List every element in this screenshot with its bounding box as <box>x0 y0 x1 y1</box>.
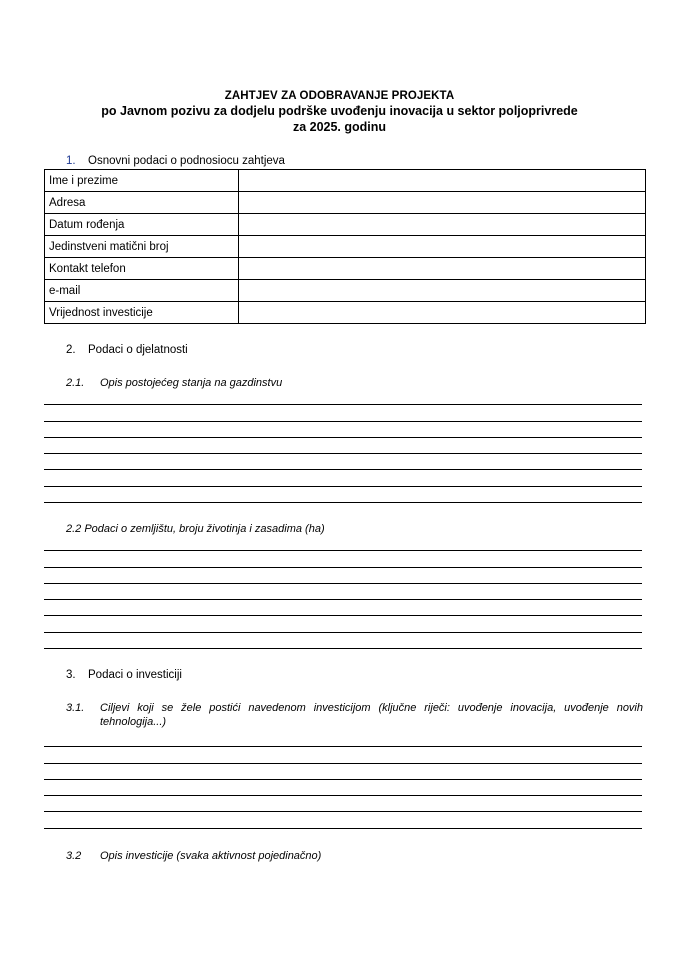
document-year: za 2025. godinu <box>292 120 387 134</box>
document-title: ZAHTJEV ZA ODOBRAVANJE PROJEKTA <box>224 90 455 102</box>
row-label: e-mail <box>45 280 239 302</box>
writing-line[interactable] <box>44 616 642 632</box>
table-row <box>45 302 646 324</box>
row-value-field[interactable] <box>239 236 646 258</box>
row-label: Datum rođenja <box>45 214 239 236</box>
row-label: Ime i prezime <box>45 170 239 192</box>
row-value-field[interactable] <box>239 214 646 236</box>
section-1-heading <box>66 154 285 168</box>
writing-line[interactable] <box>44 454 642 470</box>
section-3-title: Podaci o investiciji <box>88 669 182 681</box>
writing-line[interactable] <box>44 600 642 616</box>
table-row <box>45 192 646 214</box>
row-value-field[interactable] <box>239 170 646 192</box>
row-value-field[interactable] <box>239 192 646 214</box>
subsection-3-2-number: 3.2 <box>66 850 82 862</box>
writing-line[interactable] <box>44 568 642 584</box>
section-2-heading <box>66 343 188 357</box>
row-label: Adresa <box>45 192 239 214</box>
writing-line[interactable] <box>44 584 642 600</box>
writing-line[interactable] <box>44 747 642 763</box>
subsection-3-1-heading <box>66 701 643 729</box>
writing-line[interactable] <box>44 812 642 828</box>
applicant-info-table <box>44 169 646 324</box>
subsection-2-2-title: 2.2 Podaci o zemljištu, broju životinja i zasadima (ha) <box>66 523 325 535</box>
table-row <box>45 258 646 280</box>
row-value-field[interactable] <box>239 258 646 280</box>
writing-line[interactable] <box>44 780 642 796</box>
section-1-number: 1. <box>66 155 76 167</box>
subsection-3-1-title: Ciljevi koji se žele postići navedenom investicijom (ključne riječi: uvođenje inovacija, uvođenje novih tehnologija...) <box>100 702 643 728</box>
table-row <box>45 236 646 258</box>
section-3-number: 3. <box>66 669 76 681</box>
subsection-2-2-heading <box>66 522 325 536</box>
writing-line[interactable] <box>44 470 642 486</box>
subsection-3-1-number: 3.1. <box>66 702 85 714</box>
row-value-field[interactable] <box>239 302 646 324</box>
table-row <box>45 214 646 236</box>
writing-line[interactable] <box>44 764 642 780</box>
writing-line[interactable] <box>44 487 642 503</box>
writing-line[interactable] <box>44 796 642 812</box>
table-row <box>45 170 646 192</box>
writing-line[interactable] <box>44 438 642 454</box>
subsection-2-1-heading <box>66 376 282 390</box>
section-2-number: 2. <box>66 344 76 356</box>
subsection-3-2-heading <box>66 849 321 863</box>
table-row <box>45 280 646 302</box>
subsection-2-1-title: Opis postojećeg stanja na gazdinstvu <box>100 377 283 389</box>
writing-lines-2-1[interactable] <box>44 389 642 503</box>
row-label: Jedinstveni matični broj <box>45 236 239 258</box>
writing-line[interactable] <box>44 389 642 405</box>
subsection-2-1-number: 2.1. <box>66 377 85 389</box>
section-1-title: Osnovni podaci o podnosiocu zahtjeva <box>88 155 285 167</box>
row-label: Vrijednost investicije <box>45 302 239 324</box>
section-3-heading <box>66 668 182 682</box>
writing-line[interactable] <box>44 535 642 551</box>
document-subtitle: po Javnom pozivu za dodjelu podrške uvođenju inovacija u sektor poljoprivrede <box>101 104 578 118</box>
section-2-title: Podaci o djelatnosti <box>88 344 188 356</box>
writing-line[interactable] <box>44 405 642 421</box>
writing-lines-3-1[interactable] <box>44 731 642 829</box>
subsection-3-2-title: Opis investicije (svaka aktivnost pojedinačno) <box>100 850 322 862</box>
writing-line[interactable] <box>44 551 642 567</box>
writing-lines-2-2[interactable] <box>44 535 642 649</box>
document-header <box>0 89 679 135</box>
row-label: Kontakt telefon <box>45 258 239 280</box>
writing-line[interactable] <box>44 731 642 747</box>
writing-line[interactable] <box>44 422 642 438</box>
writing-line[interactable] <box>44 633 642 649</box>
row-value-field[interactable] <box>239 280 646 302</box>
